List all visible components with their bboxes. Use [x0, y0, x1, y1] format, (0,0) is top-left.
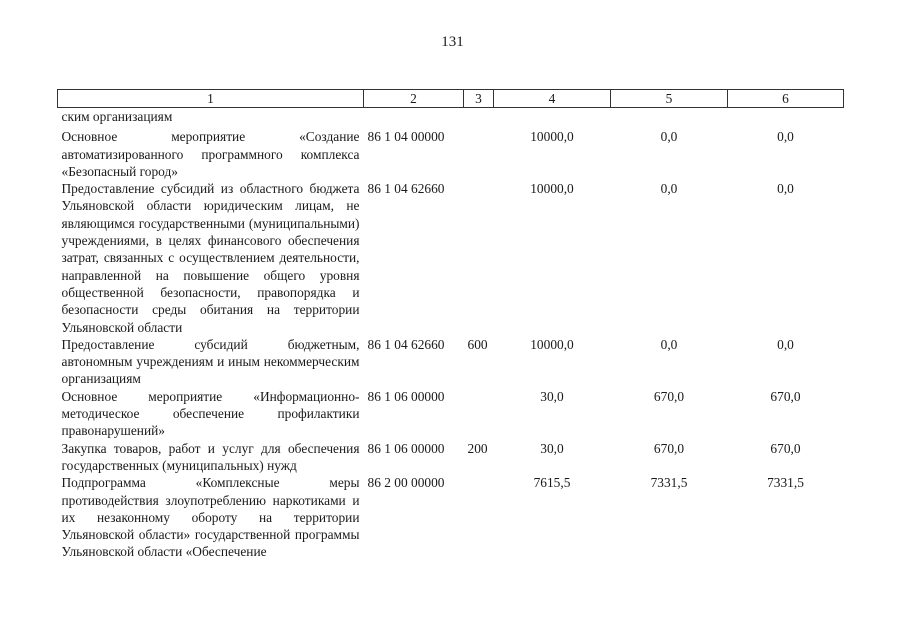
- page-number: 131: [441, 34, 464, 50]
- row-value-2: 0,0: [660, 129, 678, 145]
- row-value-3: 0,0: [777, 129, 794, 145]
- row-value-3: 0,0: [777, 181, 794, 197]
- row-name: Подпрограмма «Комплексные меры противодействия злоупотреблению наркотиками и их незаконному обороту на территории Ульяновской области» государственной программы Ульяновской области «Обеспечение: [61, 475, 360, 560]
- column-header-1: 1: [58, 90, 364, 108]
- row-code: 86 1 04 00000: [367, 129, 445, 145]
- column-header-3: 3: [464, 90, 494, 108]
- row-name: Основное мероприятие «Информационно-методическое обеспечение профилактики правонарушений»: [61, 388, 360, 439]
- row-name: Предоставление субсидий бюджетным, автономным учреждениям и иным некоммерческим организациям: [61, 336, 360, 387]
- row-value-1: 10000,0: [530, 129, 574, 145]
- row-code: 86 1 06 00000: [367, 440, 445, 456]
- row-name: Закупка товаров, работ и услуг для обеспечения государственных (муниципальных) нужд: [61, 440, 360, 473]
- table-row: [58, 180, 844, 336]
- row-value-2: 7331,5: [650, 475, 688, 491]
- column-header-2: 2: [364, 90, 464, 108]
- row-value-2: 0,0: [660, 336, 678, 352]
- column-header-4: 4: [494, 90, 611, 108]
- row-value-3: 7331,5: [767, 475, 804, 491]
- table-row: [58, 125, 844, 180]
- row-expense-type: [464, 125, 494, 180]
- row-value-2: 670,0: [653, 388, 685, 404]
- row-expense-type: [464, 180, 494, 336]
- row-expense-type: 600: [467, 336, 488, 352]
- row-value-3: [728, 108, 844, 126]
- row-value-1: 7615,5: [533, 475, 571, 491]
- row-value-1: [494, 108, 611, 126]
- row-value-2: 0,0: [660, 181, 678, 197]
- row-value-1: 10000,0: [530, 181, 574, 197]
- row-value-1: 30,0: [540, 440, 564, 456]
- row-value-3: 0,0: [777, 336, 794, 352]
- row-expense-type: 200: [467, 440, 488, 456]
- row-value-1: 10000,0: [530, 336, 574, 352]
- row-value-2: [611, 108, 728, 126]
- row-code: 86 1 04 62660: [367, 336, 445, 352]
- budget-table: [57, 89, 844, 561]
- table-header-row: [58, 90, 844, 108]
- row-code: 86 2 00 00000: [367, 475, 445, 491]
- row-name: Основное мероприятие «Создание автоматизированного программного комплекса «Безопасный город»: [61, 129, 360, 179]
- row-expense-type: [464, 474, 494, 560]
- row-name: ским организациям: [61, 109, 173, 124]
- table-row: [58, 474, 844, 560]
- row-value-3: 670,0: [770, 440, 801, 456]
- table-row: [58, 108, 844, 126]
- row-name: Предоставление субсидий из областного бюджета Ульяновской области юридическим лицам, не являющимся государственными (муниципальными) учреждениями, в целях финансового обеспечения затрат, связанных с осуществлением деятельности, направленной на повышение общего уровня общественной безопасности, правопорядка и безопасности среды обитания на территории Ульяновской области: [61, 181, 360, 335]
- row-code: [364, 108, 464, 126]
- column-header-6: 6: [728, 90, 844, 108]
- row-expense-type: [464, 108, 494, 126]
- row-code: 86 1 04 62660: [367, 181, 445, 197]
- row-value-3: 670,0: [770, 388, 801, 404]
- row-expense-type: [464, 388, 494, 440]
- row-value-2: 670,0: [653, 440, 685, 456]
- table-row: [58, 388, 844, 440]
- row-value-1: 30,0: [540, 388, 564, 404]
- table-row: [58, 336, 844, 388]
- column-header-5: 5: [611, 90, 728, 108]
- table-row: [58, 440, 844, 475]
- row-code: 86 1 06 00000: [367, 388, 445, 404]
